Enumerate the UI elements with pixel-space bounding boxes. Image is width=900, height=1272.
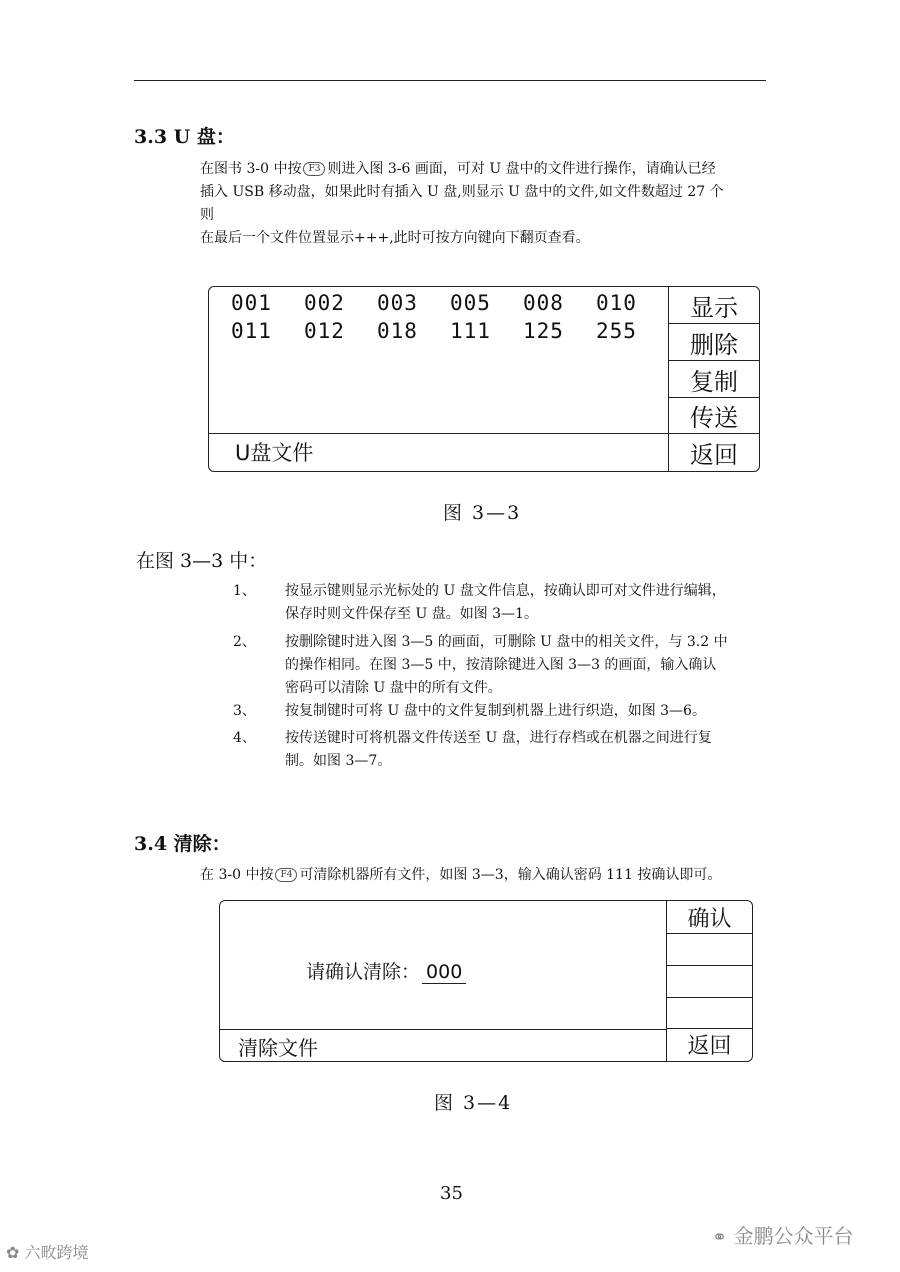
file-entry[interactable]: 008	[523, 291, 564, 315]
list-item-line: 密码可以清除 U 盘中的所有文件。	[285, 680, 502, 696]
list-item-text	[285, 580, 775, 626]
list-item-number: 4、	[233, 730, 256, 746]
list-item-text	[285, 727, 775, 773]
clear-side-buttons	[666, 901, 752, 1061]
page-number: 35	[440, 1183, 463, 1204]
file-entry[interactable]: 111	[450, 319, 491, 343]
delete-button[interactable]: 删除	[669, 324, 759, 361]
figure-3-3-caption: 图 3—3	[443, 502, 522, 524]
blank-button-1[interactable]	[667, 934, 752, 966]
logo-icon: ✿	[6, 1243, 20, 1262]
list-item-line: 按显示键则显示光标处的 U 盘文件信息，按确认即可对文件进行编辑，	[285, 583, 726, 599]
file-entry[interactable]: 018	[377, 319, 418, 343]
clear-prompt	[306, 957, 466, 984]
header-rule	[134, 80, 766, 81]
list-item-line: 按传送键时可将机器文件传送至 U 盘，进行存档或在机器之间进行复	[285, 730, 712, 746]
footer-divider	[209, 433, 668, 434]
list-item-number: 1、	[233, 583, 256, 599]
transfer-button[interactable]: 传送	[669, 398, 759, 434]
clear-screen	[219, 900, 753, 1062]
usb-footer-label: U盘文件	[235, 441, 314, 465]
file-entry[interactable]: 011	[231, 319, 272, 343]
list-item-line: 制。如图 3—7。	[285, 753, 392, 769]
copy-button[interactable]: 复制	[669, 361, 759, 398]
file-entry[interactable]: 255	[596, 319, 637, 343]
file-entry[interactable]: 003	[377, 291, 418, 315]
section-3-3-intro: 在图书 3-0 中按 F3 则进入图 3-6 画面，可对 U 盘中的文件进行操作，请确认已经 插入 USB 移动盘，如果此时有插入 U 盘,则显示 U 盘中的文件,如文件数超过 27 个 则 在最后一个文件位置显示+++,此时可按方向键向下翻页查看。	[200, 161, 724, 246]
file-entry[interactable]: 010	[596, 291, 637, 315]
list-item-text	[285, 700, 775, 723]
blank-button-2[interactable]	[667, 966, 752, 998]
blank-button-3[interactable]	[667, 998, 752, 1029]
list-item-number: 2、	[233, 634, 256, 650]
clear-prompt-label: 请确认清除：	[306, 961, 421, 983]
display-button[interactable]: 显示	[669, 287, 759, 324]
list-item-line: 按删除键时进入图 3—5 的画面，可删除 U 盘中的相关文件，与 3.2 中	[285, 634, 728, 650]
section-3-3-heading: 3.3 U 盘：	[134, 126, 235, 148]
section-3-4-heading: 3.4 清除：	[134, 833, 231, 855]
wechat-icon: ⚭	[712, 1227, 728, 1248]
list-item-line: 的操作相同。在图 3—5 中，按清除键进入图 3—3 的画面，输入确认	[285, 657, 717, 673]
file-entry[interactable]: 012	[304, 319, 345, 343]
list-item-line: 保存时则文件保存至 U 盘。如图 3—1。	[285, 606, 538, 622]
file-entry[interactable]: 005	[450, 291, 491, 315]
file-entry[interactable]: 002	[304, 291, 345, 315]
figure-3-4-caption: 图 3—4	[434, 1092, 513, 1114]
confirm-button[interactable]: 确认	[667, 901, 752, 934]
f4-key-icon: F4	[275, 868, 297, 882]
file-entry[interactable]: 125	[523, 319, 564, 343]
usb-screen	[208, 286, 760, 472]
clear-return-button[interactable]: 返回	[687, 1034, 732, 1059]
section-3-4-intro: 在 3-0 中按 F4 可清除机器所有文件，如图 3—3，输入确认密码 111 按确认即可。	[200, 867, 722, 883]
watermark-right: ⚭ 金鹏公众平台	[712, 1224, 854, 1248]
file-entry[interactable]: 001	[231, 291, 272, 315]
list-lead: 在图 3—3 中：	[136, 550, 268, 572]
usb-side-buttons	[668, 287, 759, 471]
return-button[interactable]: 返回	[690, 440, 738, 469]
clear-footer-divider	[220, 1029, 666, 1030]
password-input[interactable]: 000	[422, 961, 466, 984]
watermark-left: ✿ 六畋跨境	[6, 1243, 89, 1262]
usb-file-grid	[231, 289, 669, 345]
list-item-text	[285, 631, 775, 700]
f3-key-icon: F3	[303, 162, 325, 176]
list-item-line: 按复制键时可将 U 盘中的文件复制到机器上进行织造，如图 3—6。	[285, 703, 706, 719]
list-item-number: 3、	[233, 703, 256, 719]
clear-footer-label: 清除文件	[238, 1036, 318, 1060]
